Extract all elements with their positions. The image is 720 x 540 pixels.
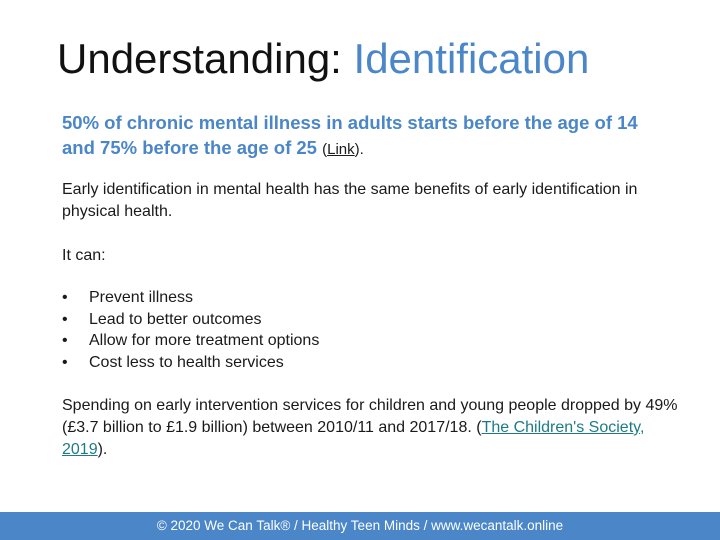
footer-text: © 2020 We Can Talk® / Healthy Teen Minds / www.wecantalk.online	[156, 518, 564, 533]
page-title	[57, 34, 589, 84]
list-item	[62, 287, 319, 309]
lead-link-open: (	[322, 141, 328, 158]
lead-statement	[62, 110, 672, 162]
spending-text: Spending on early intervention services for children and young people dropped by 49% (£3.7 billion to £1.9 billion) between 2010/11 and 2017/18.	[62, 397, 678, 436]
footer-bar	[0, 512, 720, 540]
list-item	[62, 330, 319, 352]
spending-paragraph	[62, 395, 682, 461]
title-accent: Identification	[353, 35, 590, 82]
source-link[interactable]: Link	[327, 141, 355, 158]
list-item-text: Cost less to health services	[89, 354, 284, 372]
bullet-icon: •	[62, 310, 68, 328]
list-item-text: Allow for more treatment options	[89, 332, 320, 350]
benefits-list	[62, 287, 319, 374]
list-item	[62, 352, 319, 374]
it-can-paragraph: It can:	[62, 247, 106, 264]
list-item-text: Lead to better outcomes	[89, 310, 262, 328]
benefits-paragraph: Early identification in mental health has the same benefits of early identification in physical health.	[62, 181, 638, 220]
bullet-icon: •	[62, 289, 68, 306]
lead-text: 50% of chronic mental illness in adults starts before the age of 14 and 75% before the age of 25	[62, 112, 638, 158]
title-main: Understanding:	[57, 35, 354, 82]
list-item-text: Prevent illness	[89, 289, 194, 306]
bullet-icon: •	[62, 354, 68, 372]
citation-close: ).	[97, 441, 108, 458]
bullet-icon: •	[62, 332, 68, 350]
list-item	[62, 309, 319, 331]
lead-link-close: ).	[354, 141, 364, 158]
citation-link[interactable]: The Children's Society, 2019	[62, 419, 645, 458]
citation-open: (	[476, 419, 482, 436]
